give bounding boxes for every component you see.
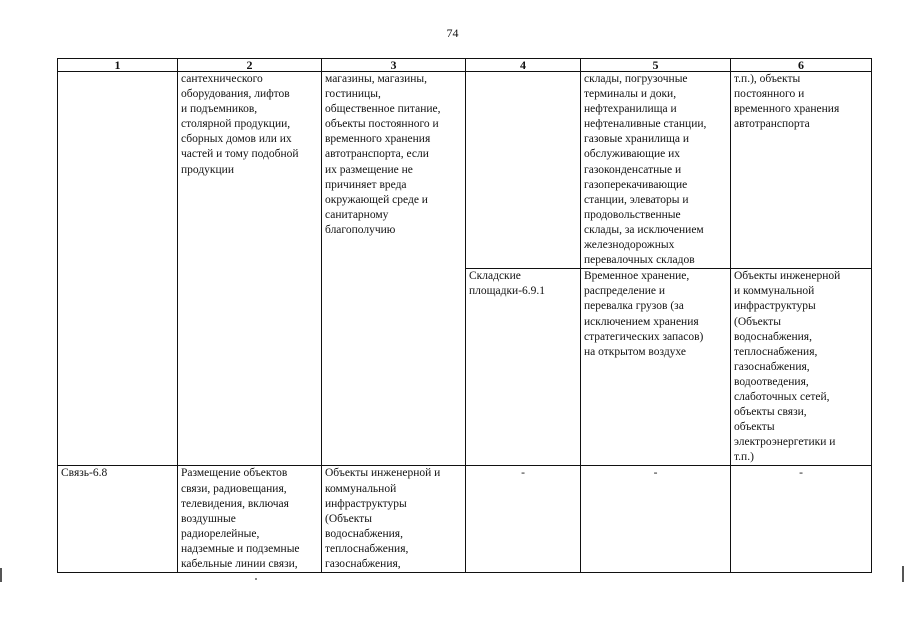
text-line: постоянного и: [734, 88, 805, 101]
text-line: инфраструктуры: [325, 497, 407, 510]
text-line: и подъемников,: [181, 103, 258, 116]
text-line: склады, погрузочные: [584, 73, 688, 85]
column-header-5: 5: [581, 59, 731, 72]
column-header-6: 6: [731, 59, 872, 72]
cell-auxiliary-uses-continued: [322, 72, 466, 466]
text-line: т.п.), объекты: [734, 73, 801, 85]
text-line: площадки-6.9.1: [469, 285, 546, 298]
text-line: газоснабжения,: [325, 558, 401, 570]
text-line: теплоснабжения,: [325, 542, 409, 555]
text-line: частей и тому подобной: [181, 148, 299, 161]
text-line: причиняет вреда: [325, 178, 407, 191]
text-line: водоотведения,: [734, 375, 809, 388]
text-line: кабельные линии связи,: [181, 558, 298, 570]
text-line: санитарному: [325, 208, 389, 221]
text-line: электроэнергетики и: [734, 436, 836, 449]
text-line: объекты: [734, 421, 775, 434]
text-line: Связь-6.8: [61, 467, 108, 480]
text-line: стратегических запасов): [584, 330, 704, 343]
text-line: газоснабжения,: [734, 360, 810, 373]
text-line: временного хранения: [734, 103, 840, 116]
text-line: временного хранения: [325, 133, 431, 146]
text-line: связи, радиовещания,: [181, 482, 287, 495]
text-line: их размещение не: [325, 163, 413, 176]
cell-conditional-use-continued: [466, 72, 581, 269]
text-line: Объекты инженерной и: [325, 467, 441, 480]
scan-edge-mark-right: [902, 566, 904, 582]
text-line: магазины, магазины,: [325, 73, 428, 85]
text-line: Временное хранение,: [584, 270, 690, 283]
text-line: надземные и подземные: [181, 542, 300, 555]
column-header-4: 4: [466, 59, 581, 72]
text-line: телевидения, включая: [181, 497, 289, 510]
scan-speck: [255, 578, 257, 580]
text-line: газоперекачивающие: [584, 178, 688, 191]
text-line: перевалочных складов: [584, 254, 695, 267]
text-line: нефтехранилища и: [584, 103, 677, 116]
text-line: и коммунальной: [734, 285, 815, 298]
text-line: слаботочных сетей,: [734, 390, 830, 403]
text-line: продукции: [181, 163, 234, 176]
text-line: объекты постоянного и: [325, 118, 439, 131]
text-line: станции, элеваторы и: [584, 193, 689, 206]
text-line: железнодорожных: [584, 239, 675, 252]
cell-conditional-use-storage: [466, 269, 581, 466]
column-header-1: 1: [58, 59, 178, 72]
text-line: т.п.): [734, 451, 754, 464]
text-line: окружающей среде и: [325, 193, 428, 206]
text-line: гостиницы,: [325, 88, 381, 101]
text-line: радиорелейные,: [181, 527, 260, 540]
cell-use-name-continued: [58, 72, 178, 466]
text-line: автотранспорта, если: [325, 148, 429, 161]
text-line: нефтеналивные станции,: [584, 118, 707, 131]
cell-conditional-use-communication: -: [466, 466, 581, 573]
table-header-row: [58, 59, 872, 72]
text-line: перевалка грузов (за: [584, 300, 684, 313]
table-row-continuation: [58, 72, 872, 269]
text-line: водоснабжения,: [325, 527, 403, 540]
cell-conditional-auxiliary-storage: [731, 269, 872, 466]
text-line: коммунальной: [325, 482, 397, 495]
text-line: исключением хранения: [584, 315, 699, 328]
cell-conditional-auxiliary-communication: -: [731, 466, 872, 573]
text-line: инфраструктуры: [734, 300, 816, 313]
text-line: на открытом воздухе: [584, 345, 686, 358]
text-line: распределение и: [584, 285, 666, 298]
text-line: газоконденсатные и: [584, 163, 682, 176]
column-header-3: 3: [322, 59, 466, 72]
text-line: склады, за исключением: [584, 223, 704, 236]
cell-conditional-description-communication: -: [581, 466, 731, 573]
text-line: газовые хранилища и: [584, 133, 689, 146]
cell-conditional-description-storage: [581, 269, 731, 466]
text-line: теплоснабжения,: [734, 345, 818, 358]
text-line: продовольственные: [584, 208, 681, 221]
cell-auxiliary-uses-communication: [322, 466, 466, 573]
text-line: сантехнического: [181, 73, 263, 85]
cell-conditional-description-continued: [581, 72, 731, 269]
page-number: 74: [446, 26, 459, 40]
text-line: сборных домов или их: [181, 133, 292, 146]
text-line: (Объекты: [325, 512, 372, 525]
cell-use-name-communication: [58, 466, 178, 573]
text-line: столярной продукции,: [181, 118, 291, 131]
text-line: Размещение объектов: [181, 467, 288, 480]
text-line: водоснабжения,: [734, 330, 812, 343]
text-line: воздушные: [181, 512, 236, 525]
cell-conditional-auxiliary-continued: [731, 72, 872, 269]
text-line: Складские: [469, 270, 521, 283]
cell-use-description-communication: [178, 466, 322, 573]
text-line: Объекты инженерной: [734, 270, 841, 283]
cell-use-description-continued: [178, 72, 322, 466]
text-line: (Объекты: [734, 315, 781, 328]
text-line: терминалы и доки,: [584, 88, 677, 101]
text-line: автотранспорта: [734, 118, 810, 131]
table-row-communication: [58, 466, 872, 573]
text-line: оборудования, лифтов: [181, 88, 290, 101]
zoning-table: [57, 58, 872, 573]
text-line: обслуживающие их: [584, 148, 681, 161]
text-line: благополучию: [325, 223, 396, 236]
text-line: объекты связи,: [734, 406, 807, 419]
column-header-2: 2: [178, 59, 322, 72]
scan-edge-mark-left: [0, 568, 2, 582]
text-line: общественное питание,: [325, 103, 441, 116]
